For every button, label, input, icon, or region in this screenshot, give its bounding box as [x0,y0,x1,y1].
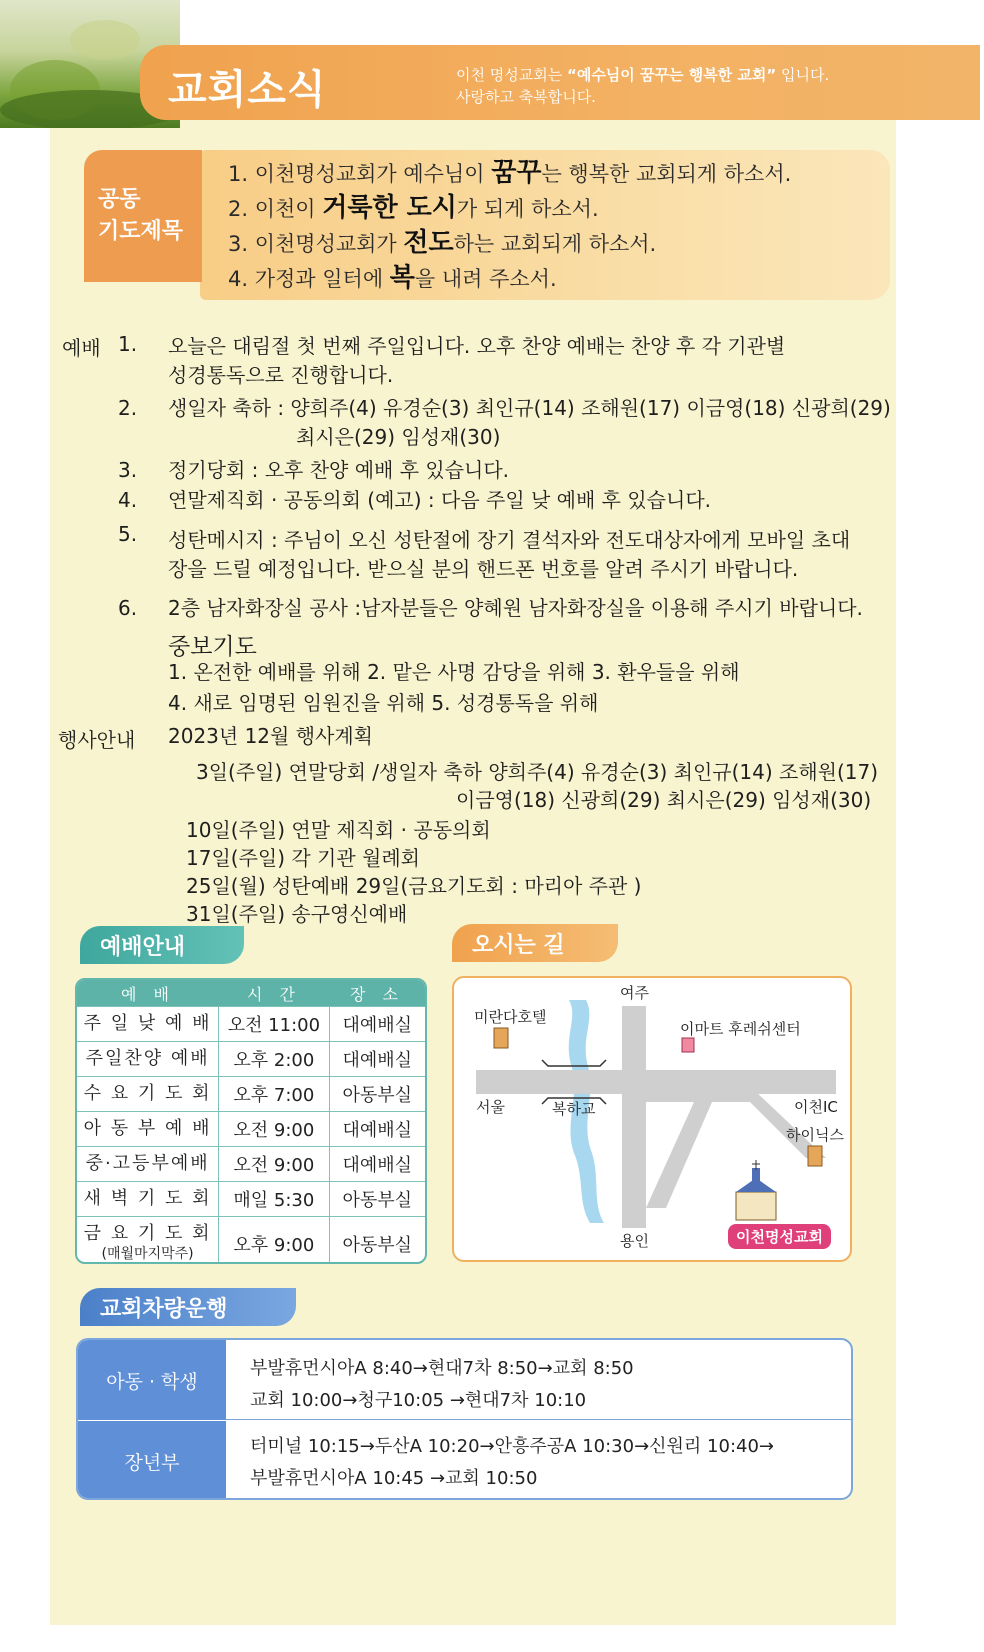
subtitle-pre: 이천 명성교회는 [456,66,567,84]
vehicle-route: 터미널 10:15→두산A 10:20→안흥주공A 10:30→신원리 10:40→ [250,1436,774,1457]
vehicle-route: 부발휴먼시아A 8:40→현대7차 8:50→교회 8:50 [250,1358,634,1379]
ann-number: 2. [118,396,138,420]
vehicle-group-adult: 장년부 [78,1421,226,1500]
worship-label: 예배 [62,336,101,360]
worship-table [75,978,427,1264]
vehicle-divider [226,1419,853,1420]
subtitle-post: 입니다. [776,66,830,84]
ann-line: 2층 남자화장실 공사 :남자분들은 양혜원 남자화장실을 이용해 주시기 바랍니다. [168,596,863,620]
worship-time: 오전 9:00 [219,1147,329,1181]
worship-name: 수 요 기 도 회 [77,1077,219,1111]
map-label-hynix: 하이닉스 [786,1126,844,1144]
worship-name: 새 벽 기 도 회 [77,1182,219,1216]
worship-name-text: 금 요 기 도 회 [83,1223,212,1244]
prayer-item-text: 2. 이천이 [228,197,323,221]
ann-line: 최시은(29) 임성재(30) [296,425,501,449]
worship-name: 중·고등부예배 [77,1147,219,1181]
vehicle-route: 교회 10:00→청구10:05 →현대7차 10:10 [250,1390,587,1411]
table-row [77,1076,425,1111]
prayer-item-text: 가 되게 하소서. [456,197,599,221]
worship-place: 대예배실 [342,1155,413,1176]
table-row [77,1041,425,1076]
vehicle-table [76,1338,853,1500]
worship-place: 아동부실 [342,1235,413,1256]
worship-place: 아동부실 [342,1085,413,1106]
vehicle-tab: 교회차량운행 [80,1288,296,1326]
prayer-item-emphasis: 거룩한 도시 [322,193,457,223]
intercession-line: 4. 새로 임명된 임원진을 위해 5. 성경통독을 위해 [168,691,599,715]
header-place: 장 소 [350,984,404,1004]
prayer-item-text: 하는 교회되게 하소서. [453,232,657,256]
emart-icon [682,1038,694,1052]
worship-time: 오후 2:00 [219,1042,329,1076]
prayer-item-emphasis: 꿈꾸 [491,158,542,188]
directions-map [452,976,852,1262]
worship-tab: 예배안내 [80,926,244,964]
table-row [77,1006,425,1041]
ann-number: 1. [118,332,138,356]
worship-time: 오후 7:00 [219,1077,329,1111]
table-row [77,1181,425,1216]
vehicle-group-student: 아동 · 학생 [78,1340,226,1420]
map-label-emart: 이마트 후레쉬센터 [680,1020,801,1038]
map-label-hotel: 미란다호텔 [474,1008,547,1026]
map-tab: 오시는 길 [452,924,618,962]
prayer-list [228,156,791,296]
church-badge: 이천명성교회 [726,1222,833,1251]
map-label-ic: 이천IC [794,1098,838,1116]
worship-name-sub: (매월마지막주) [101,1246,194,1262]
ann-line: 성경통독으로 진행합니다. [168,363,394,387]
prayer-item-text: 을 내려 주소서. [414,267,557,291]
ann-item-1 [168,332,785,390]
ann-number: 5. [118,522,138,546]
event-line: 17일(주일) 각 기관 월례회 [186,846,421,870]
event-line: 31일(주일) 송구영신예배 [186,902,408,926]
ann-line: 정기당회 : 오후 찬양 예배 후 있습니다. [168,458,510,482]
intercession-list [168,658,740,718]
map-label-bridge: 복하교 [552,1100,596,1118]
ann-number: 3. [118,458,138,482]
ann-item-4 [168,486,711,515]
worship-place: 아동부실 [342,1190,413,1211]
event-line: 3일(주일) 연말당회 /생일자 축하 양희주(4) 유경순(3) 최인규(14) 조해원(17) [196,760,879,784]
prayer-item-text: 4. 가정과 일터에 [228,267,390,291]
worship-name: 주일찬양 예배 [77,1042,219,1076]
ann-line: 생일자 축하 : 양희주(4) 유경순(3) 최인규(14) 조해원(17) 이금영(18) 신광희(29) [168,396,891,420]
ann-number: 6. [118,596,138,620]
ann-item-3 [168,456,509,485]
subtitle-line2: 사랑하고 축복합니다. [456,88,596,106]
table-header [77,980,425,1006]
ann-line: 장을 드릴 예정입니다. 받으실 분의 핸드폰 번호를 알려 주시기 바랍니다. [168,557,799,581]
prayer-item [228,191,791,226]
worship-name: 주 일 낮 예 배 [77,1007,219,1041]
worship-name [77,1217,219,1264]
intercession-title: 중보기도 [168,634,257,660]
prayer-label-line1: 공동 [98,187,141,212]
vehicle-route: 부발휴먼시아A 10:45 →교회 10:50 [250,1468,538,1489]
event-title: 2023년 12월 행사계획 [168,724,373,748]
ann-line: 성탄메시지 : 주님이 오신 성탄절에 장기 결석자와 전도대상자에게 모바일 초대 [168,528,851,552]
prayer-item [228,226,791,261]
header-worship: 예 배 [121,984,175,1004]
worship-time: 매일 5:30 [219,1182,329,1216]
worship-place: 대예배실 [342,1120,413,1141]
subtitle-emphasis: “예수님이 꿈꾸는 행복한 교회” [566,66,777,84]
worship-place: 대예배실 [342,1050,413,1071]
intercession-line: 1. 온전한 예배를 위해 2. 맡은 사명 감당을 위해 3. 환우들을 위해 [168,660,740,684]
ann-line: 연말제직회 · 공동의회 (예고) : 다음 주일 낮 예배 후 있습니다. [168,488,711,512]
worship-time: 오전 11:00 [219,1007,329,1041]
prayer-item [228,156,791,191]
worship-place: 대예배실 [342,1015,413,1036]
prayer-item-text: 1. 이천명성교회가 예수님이 [228,162,492,186]
prayer-item-text: 3. 이천명성교회가 [228,232,404,256]
event-line: 10일(주일) 연말 제직회 · 공동의회 [186,818,491,842]
event-line: 이금영(18) 신광희(29) 최시은(29) 임성재(30) [456,788,872,812]
prayer-item [228,261,791,296]
event-line: 25일(월) 성탄예배 29일(금요기도회 : 마리아 주관 ) [186,874,642,898]
prayer-item-text: 는 행복한 교회되게 하소서. [541,162,792,186]
ann-line: 오늘은 대림절 첫 번째 주일입니다. 오후 찬양 예배는 찬양 후 각 기관별 [168,334,786,358]
worship-time: 오전 9:00 [219,1112,329,1146]
page-title: 교회소식 [168,67,327,113]
map-label-north: 여주 [620,984,649,1002]
table-row [77,1216,425,1264]
table-row [77,1146,425,1181]
ann-number: 4. [118,488,138,512]
road-vertical [622,1006,646,1228]
table-row [77,1111,425,1146]
prayer-label [84,150,202,282]
event-label: 행사안내 [58,728,136,752]
header-subtitle [456,64,966,108]
hotel-building-icon [494,1028,508,1048]
prayer-item-emphasis: 전도 [403,228,454,258]
worship-name: 아 동 부 예 배 [77,1112,219,1146]
header-time: 시 간 [247,984,301,1004]
ann-item-5 [168,526,850,584]
church-building-icon [736,1160,776,1220]
prayer-label-line2: 기도제목 [98,219,184,244]
map-label-west: 서울 [476,1098,505,1116]
hynix-building-icon [808,1146,822,1166]
ann-item-2 [168,394,891,452]
worship-time: 오후 9:00 [219,1217,329,1264]
prayer-item-emphasis: 복 [389,263,415,293]
map-label-south: 용인 [620,1232,649,1250]
ann-item-6 [168,594,863,623]
